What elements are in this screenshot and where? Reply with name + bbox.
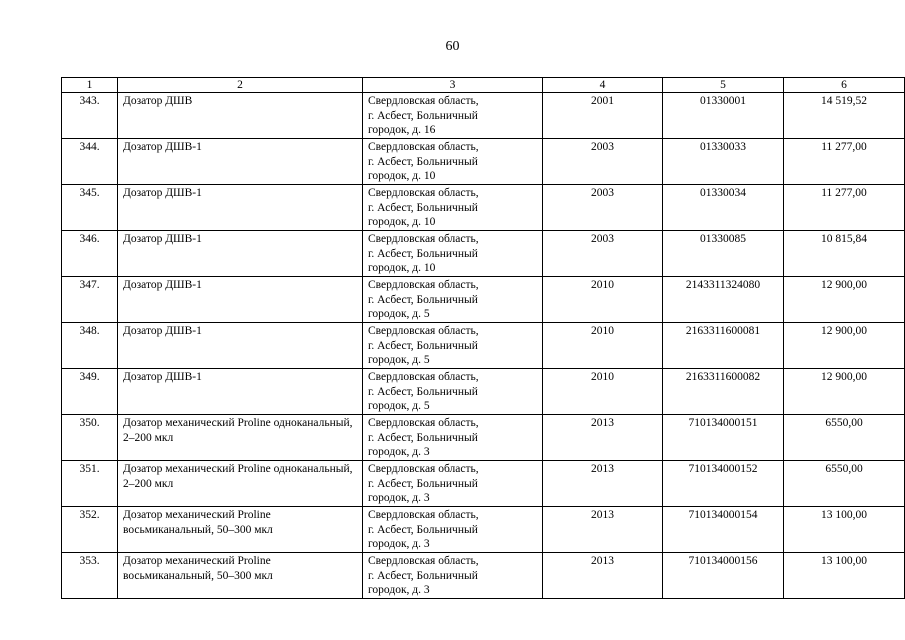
table-row: [62, 93, 905, 139]
address-line: г. Асбест, Больничный: [368, 339, 478, 352]
address-line: г. Асбест, Больничный: [368, 569, 478, 582]
table-row: [62, 369, 905, 415]
year-cell: 2001: [543, 93, 663, 139]
address-cell: [363, 185, 543, 231]
column-header: 1: [62, 78, 118, 93]
address-cell: [363, 277, 543, 323]
address-line: Свердловская область,: [368, 371, 479, 383]
address-line: г. Асбест, Больничный: [368, 201, 478, 214]
inventory-number-cell: 01330001: [663, 93, 784, 139]
cost-cell: 14 519,52: [784, 93, 905, 139]
year-cell: 2013: [543, 461, 663, 507]
address-cell: [363, 323, 543, 369]
address-line: Свердловская область,: [368, 417, 479, 429]
column-header: 6: [784, 78, 905, 93]
address-line: Свердловская область,: [368, 463, 479, 475]
item-name-cell: Дозатор ДШВ: [118, 93, 363, 139]
row-number-cell: 347.: [62, 277, 118, 323]
column-header: 4: [543, 78, 663, 93]
column-header: 5: [663, 78, 784, 93]
item-name-cell: Дозатор ДШВ-1: [118, 277, 363, 323]
address-line: г. Асбест, Больничный: [368, 431, 478, 444]
address-line: городок, д. 5: [368, 354, 430, 367]
table-header-row: [62, 78, 905, 93]
address-cell: [363, 139, 543, 185]
address-line: городок, д. 5: [368, 308, 430, 321]
address-cell: [363, 93, 543, 139]
column-header: 3: [363, 78, 543, 93]
table-row: [62, 415, 905, 461]
address-line: городок, д. 3: [368, 584, 430, 597]
address-cell: [363, 461, 543, 507]
year-cell: 2010: [543, 277, 663, 323]
item-name-cell: Дозатор ДШВ-1: [118, 231, 363, 277]
inventory-number-cell: 2143311324080: [663, 277, 784, 323]
address-line: Свердловская область,: [368, 95, 479, 107]
year-cell: 2013: [543, 553, 663, 599]
address-line: г. Асбест, Больничный: [368, 247, 478, 260]
address-line: Свердловская область,: [368, 509, 479, 521]
table-row: [62, 323, 905, 369]
cost-cell: 11 277,00: [784, 185, 905, 231]
row-number-cell: 353.: [62, 553, 118, 599]
address-cell: [363, 231, 543, 277]
address-line: городок, д. 3: [368, 538, 430, 551]
row-number-cell: 346.: [62, 231, 118, 277]
address-line: городок, д. 3: [368, 446, 430, 459]
inventory-table: [61, 77, 905, 599]
cost-cell: 6550,00: [784, 415, 905, 461]
inventory-number-cell: 710134000154: [663, 507, 784, 553]
inventory-number-cell: 710134000151: [663, 415, 784, 461]
address-line: городок, д. 16: [368, 124, 436, 137]
row-number-cell: 348.: [62, 323, 118, 369]
table-row: [62, 185, 905, 231]
address-line: г. Асбест, Больничный: [368, 523, 478, 536]
page-number: 60: [445, 39, 460, 54]
row-number-cell: 352.: [62, 507, 118, 553]
row-number-cell: 351.: [62, 461, 118, 507]
inventory-number-cell: 01330033: [663, 139, 784, 185]
address-line: городок, д. 5: [368, 400, 430, 413]
address-line: г. Асбест, Больничный: [368, 385, 478, 398]
year-cell: 2010: [543, 369, 663, 415]
address-line: городок, д. 10: [368, 170, 436, 183]
year-cell: 2003: [543, 185, 663, 231]
item-name-cell: Дозатор механический Proline восьмиканальный, 50–300 мкл: [118, 507, 363, 553]
inventory-number-cell: 710134000156: [663, 553, 784, 599]
row-number-cell: 349.: [62, 369, 118, 415]
item-name-cell: Дозатор механический Proline одноканальный, 2–200 мкл: [118, 461, 363, 507]
address-line: городок, д. 10: [368, 262, 436, 275]
item-name-cell: Дозатор ДШВ-1: [118, 369, 363, 415]
address-line: городок, д. 3: [368, 492, 430, 505]
inventory-number-cell: 2163311600081: [663, 323, 784, 369]
item-name-cell: Дозатор ДШВ-1: [118, 139, 363, 185]
year-cell: 2010: [543, 323, 663, 369]
cost-cell: 11 277,00: [784, 139, 905, 185]
cost-cell: 6550,00: [784, 461, 905, 507]
table-body: [62, 93, 905, 599]
address-line: г. Асбест, Больничный: [368, 109, 478, 122]
address-line: г. Асбест, Больничный: [368, 477, 478, 490]
row-number-cell: 350.: [62, 415, 118, 461]
table-row: [62, 553, 905, 599]
address-cell: [363, 369, 543, 415]
cost-cell: 13 100,00: [784, 553, 905, 599]
table-row: [62, 139, 905, 185]
inventory-number-cell: 01330085: [663, 231, 784, 277]
cost-cell: 12 900,00: [784, 323, 905, 369]
table-row: [62, 461, 905, 507]
address-cell: [363, 553, 543, 599]
table-row: [62, 507, 905, 553]
item-name-cell: Дозатор ДШВ-1: [118, 323, 363, 369]
address-line: г. Асбест, Больничный: [368, 293, 478, 306]
address-line: г. Асбест, Больничный: [368, 155, 478, 168]
row-number-cell: 345.: [62, 185, 118, 231]
table-row: [62, 231, 905, 277]
row-number-cell: 343.: [62, 93, 118, 139]
inventory-number-cell: 2163311600082: [663, 369, 784, 415]
cost-cell: 12 900,00: [784, 369, 905, 415]
cost-cell: 10 815,84: [784, 231, 905, 277]
year-cell: 2003: [543, 139, 663, 185]
address-line: городок, д. 10: [368, 216, 436, 229]
item-name-cell: Дозатор ДШВ-1: [118, 185, 363, 231]
address-line: Свердловская область,: [368, 187, 479, 199]
item-name-cell: Дозатор механический Proline восьмиканальный, 50–300 мкл: [118, 553, 363, 599]
address-line: Свердловская область,: [368, 233, 479, 245]
address-line: Свердловская область,: [368, 141, 479, 153]
address-cell: [363, 415, 543, 461]
year-cell: 2003: [543, 231, 663, 277]
table-row: [62, 277, 905, 323]
row-number-cell: 344.: [62, 139, 118, 185]
address-line: Свердловская область,: [368, 325, 479, 337]
year-cell: 2013: [543, 415, 663, 461]
address-line: Свердловская область,: [368, 555, 479, 567]
cost-cell: 12 900,00: [784, 277, 905, 323]
item-name-cell: Дозатор механический Proline одноканальный, 2–200 мкл: [118, 415, 363, 461]
address-cell: [363, 507, 543, 553]
cost-cell: 13 100,00: [784, 507, 905, 553]
year-cell: 2013: [543, 507, 663, 553]
address-line: Свердловская область,: [368, 279, 479, 291]
inventory-number-cell: 01330034: [663, 185, 784, 231]
column-header: 2: [118, 78, 363, 93]
inventory-number-cell: 710134000152: [663, 461, 784, 507]
